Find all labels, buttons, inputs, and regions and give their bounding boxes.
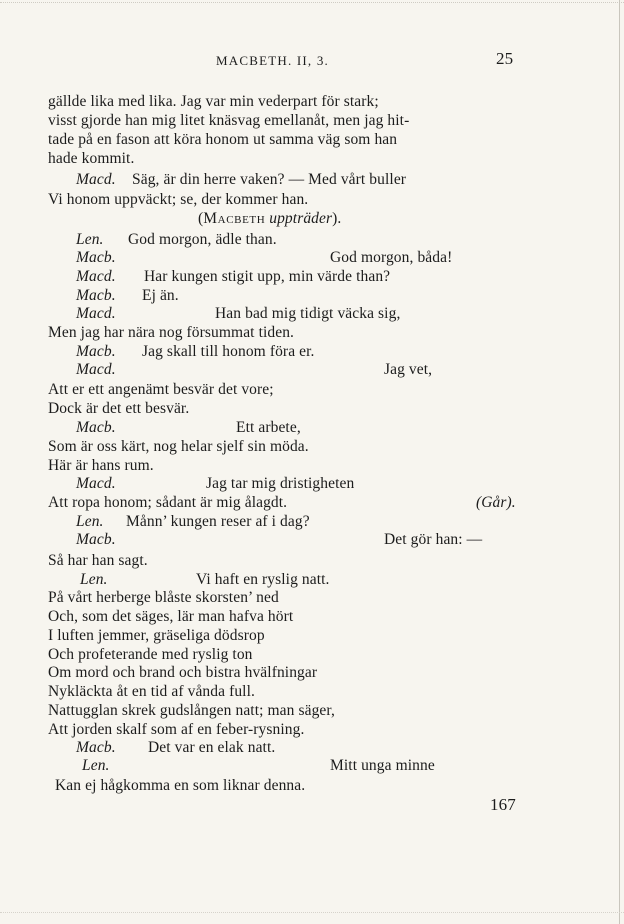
verse-line: På vårt herberge blåste skorsten’ ned (48, 589, 279, 606)
speaker-name: Macd. (76, 475, 116, 492)
running-title: MACBETH. II, 3. (216, 53, 329, 68)
page-top-edge (0, 2, 624, 4)
verse-line: Att jorden skalf som af en feber-rysning. (48, 721, 305, 738)
speaker-name: Macb. (76, 287, 116, 304)
verse-line: Säg, är din herre vaken? — Med vårt buller (132, 171, 407, 188)
verse-line: Vi honom uppväckt; se, der kommer han. (48, 191, 309, 208)
speaker-name: Macd. (76, 171, 116, 188)
stage-direction: (Går). (476, 494, 516, 511)
verse-line: Månn’ kungen reser af i dag? (126, 513, 310, 530)
speaker-name: Macb. (76, 249, 116, 266)
signature-number: 167 (490, 795, 516, 814)
verse-line: Så har han sagt. (48, 552, 148, 569)
verse-line: God morgon, båda! (330, 249, 453, 266)
verse-line: Ett arbete, (236, 419, 301, 436)
verse-line: Har kungen stigit upp, min värde than? (144, 268, 391, 285)
verse-line: Kan ej hågkomma en som liknar denna. (55, 777, 306, 794)
verse-line: Och, som det säges, lär man hafva hört (48, 608, 294, 625)
speaker-name: Len. (76, 513, 104, 530)
speaker-name: Macb. (76, 739, 116, 756)
stage-direction-action: uppträder (269, 210, 333, 227)
speaker-name: Macb. (76, 531, 116, 548)
verse-line: I luften jemmer, gräseliga dödsrop (48, 627, 265, 644)
verse-line: Att ropa honom; sådant är mig ålagdt. (48, 494, 288, 511)
prose-line: gällde lika med lika. Jag var min vederpart för stark; (48, 93, 379, 110)
verse-line: Att er ett angenämt besvär det vore; (48, 381, 274, 398)
speaker-name: Macd. (76, 268, 116, 285)
verse-line: Dock är det ett besvär. (48, 400, 190, 417)
stage-direction: (Macbeth uppträder). (198, 210, 342, 227)
page-bottom-edge (0, 912, 624, 914)
verse-line: Om mord och brand och bistra hvälfningar (48, 664, 318, 681)
page-right-edge (619, 0, 620, 924)
verse-line: Men jag har nära nog försummat tiden. (48, 324, 295, 341)
verse-line: Nykläckta åt en tid af vånda full. (48, 683, 255, 700)
prose-line: visst gjorde han mig litet knäsvag emellanåt, men jag hit- (48, 112, 410, 129)
speaker-name: Macd. (76, 361, 116, 378)
verse-line: Ej än. (142, 287, 179, 304)
speaker-name: Macd. (76, 305, 116, 322)
page-number: 25 (496, 49, 514, 68)
verse-line: Vi haft en ryslig natt. (196, 571, 330, 588)
verse-line: Det gör han: — (384, 531, 483, 548)
verse-line: Och profeterande med ryslig ton (48, 646, 253, 663)
verse-line: Han bad mig tidigt väcka sig, (215, 305, 401, 322)
speaker-name: Macb. (76, 419, 116, 436)
verse-line: Som är oss kärt, nog helar sjelf sin möda. (48, 438, 309, 455)
speaker-name: Len. (82, 757, 110, 774)
verse-line: Jag skall till honom föra er. (142, 343, 315, 360)
verse-line: Mitt unga minne (330, 757, 435, 774)
verse-line: Jag vet, (384, 361, 433, 378)
verse-line: Det var en elak natt. (148, 739, 276, 756)
speaker-name: Len. (76, 231, 104, 248)
speaker-name: Macb. (76, 343, 116, 360)
speaker-name: Len. (80, 571, 108, 588)
verse-line: God morgon, ädle than. (128, 231, 277, 248)
verse-line: Jag tar mig dristigheten (206, 475, 355, 492)
verse-line: Nattugglan skrek gudslången natt; man säger, (48, 702, 336, 719)
stage-direction-name: Macbeth (203, 210, 266, 227)
prose-line: hade kommit. (48, 150, 135, 167)
verse-line: Här är hans rum. (48, 457, 154, 474)
prose-line: tade på en fason att köra honom ut samma väg som han (48, 131, 398, 148)
